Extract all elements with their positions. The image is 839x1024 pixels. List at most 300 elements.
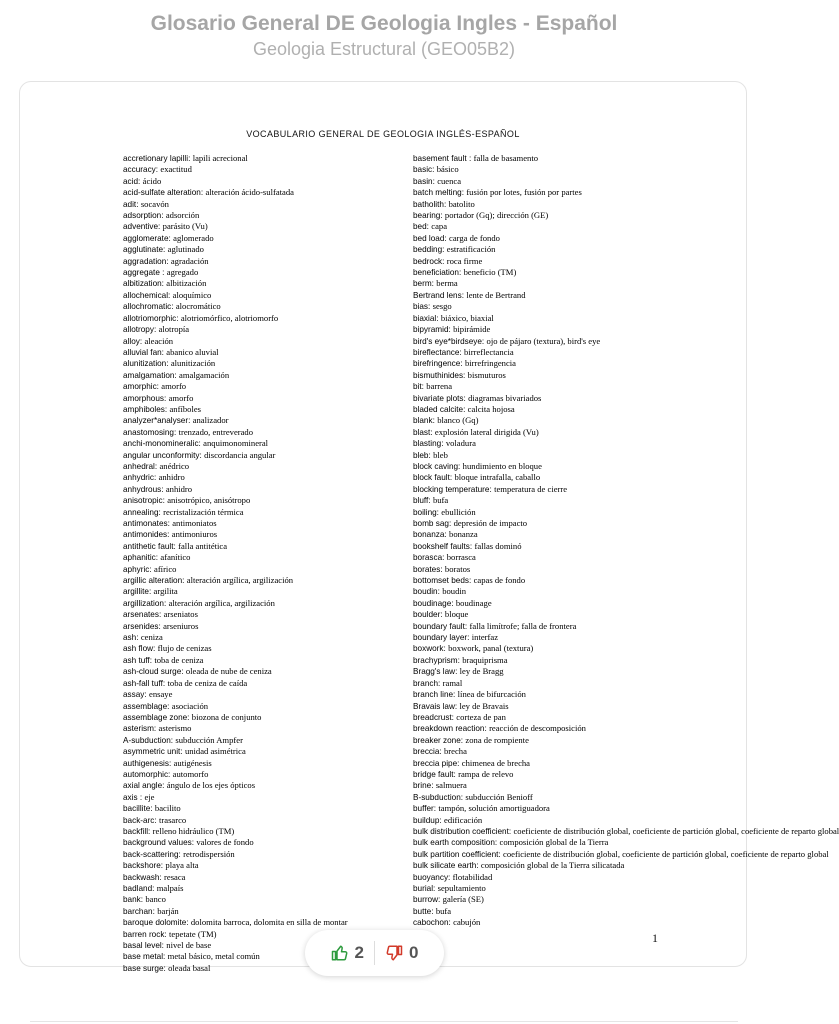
glossary-term: buoyancy: bbox=[413, 872, 451, 882]
glossary-entry bbox=[413, 358, 663, 369]
glossary-entry bbox=[413, 427, 663, 438]
glossary-entry bbox=[413, 256, 663, 267]
glossary-entry bbox=[413, 848, 829, 860]
glossary-entry bbox=[123, 290, 393, 301]
glossary-term: back-arc: bbox=[123, 815, 157, 825]
glossary-entry bbox=[413, 267, 663, 278]
glossary-term: axial angle: bbox=[123, 781, 165, 791]
glossary-translation: oleada de nube de ceniza bbox=[185, 666, 272, 677]
glossary-translation: ojo de pájaro (textura), bird's eye bbox=[486, 335, 601, 346]
glossary-term: buffer: bbox=[413, 804, 437, 814]
glossary-translation: bleb bbox=[433, 449, 448, 460]
glossary-translation: flujo de cenizas bbox=[157, 643, 212, 654]
glossary-term: bird's eye*birdseye: bbox=[413, 336, 485, 346]
glossary-term: acid-sulfate alteration: bbox=[123, 188, 204, 198]
glossary-translation: edificación bbox=[444, 814, 483, 825]
glossary-translation: coeficiente de distribución global, coeficiente de partición global, coeficiente de reparto global bbox=[513, 825, 839, 836]
glossary-translation: borrasca bbox=[446, 552, 476, 563]
glossary-entry bbox=[123, 564, 393, 575]
glossary-term: argillic alteration: bbox=[123, 576, 185, 586]
glossary-entry bbox=[123, 632, 393, 643]
glossary-entry bbox=[123, 518, 393, 529]
glossary-entry bbox=[413, 164, 663, 175]
glossary-translation: trenzado, entreverado bbox=[178, 426, 254, 437]
downvote-count: 0 bbox=[409, 943, 419, 962]
glossary-translation: alotriomórfico, alotriomorfo bbox=[180, 312, 279, 323]
glossary-translation: ángulo de los ejes ópticos bbox=[166, 780, 256, 791]
glossary-translation: lapili acrecional bbox=[192, 153, 248, 163]
glossary-term: bank: bbox=[123, 895, 144, 905]
glossary-translation: arseniatos bbox=[163, 609, 198, 620]
glossary-translation: ley de Bravais bbox=[459, 700, 509, 711]
glossary-translation: bufa bbox=[435, 905, 452, 916]
glossary-term: breakdown reaction: bbox=[413, 724, 487, 734]
glossary-translation: cuenca bbox=[437, 175, 462, 186]
glossary-entry bbox=[413, 735, 663, 746]
glossary-entry bbox=[413, 336, 663, 347]
glossary-term: adventive: bbox=[123, 222, 161, 232]
glossary-term: burrow: bbox=[413, 895, 441, 905]
glossary-term: agglomerate: bbox=[123, 233, 171, 243]
thumbs-down-button[interactable] bbox=[375, 943, 428, 963]
glossary-term: bleb: bbox=[413, 450, 431, 460]
glossary-translation: anédrico bbox=[159, 460, 190, 471]
glossary-term: asymmetric unit: bbox=[123, 747, 183, 757]
glossary-term: badland: bbox=[123, 884, 155, 893]
glossary-entry bbox=[413, 210, 663, 221]
glossary-entry bbox=[413, 758, 663, 769]
glossary-entry bbox=[123, 210, 393, 221]
glossary-term: birefringence: bbox=[413, 359, 463, 369]
glossary-translation: retrodispersión bbox=[183, 848, 235, 859]
glossary-entry bbox=[123, 826, 393, 837]
glossary-entry bbox=[123, 541, 393, 552]
glossary-translation: bufa bbox=[432, 495, 449, 506]
glossary-term: backfill: bbox=[123, 826, 151, 836]
glossary-term: basement fault : bbox=[413, 154, 472, 163]
glossary-entry bbox=[413, 370, 663, 381]
glossary-translation: subducción Benioff bbox=[465, 791, 533, 802]
glossary-term: angular unconformity: bbox=[123, 450, 202, 460]
glossary-translation: chimenea de brecha bbox=[461, 757, 530, 768]
glossary-translation: resaca bbox=[164, 871, 186, 882]
glossary-term: boundary fault: bbox=[413, 621, 468, 631]
glossary-entry bbox=[413, 484, 663, 495]
glossary-entry bbox=[413, 347, 663, 358]
glossary-entry bbox=[413, 187, 663, 198]
glossary-entry bbox=[123, 792, 393, 803]
glossary-term: bonanza: bbox=[413, 530, 447, 540]
glossary-translation: alteración argílica, argilización bbox=[186, 575, 294, 586]
glossary-entry bbox=[413, 712, 663, 723]
glossary-translation: birreflectancia bbox=[464, 346, 514, 357]
glossary-translation: dolomita barroca, dolomita en silla de montar bbox=[190, 917, 348, 928]
glossary-translation: anhidro bbox=[165, 483, 193, 494]
glossary-term: bulk partition coefficient: bbox=[413, 849, 501, 859]
glossary-translation: ácido bbox=[142, 175, 162, 186]
glossary-entry bbox=[413, 894, 663, 905]
glossary-entry bbox=[123, 586, 393, 597]
glossary-translation: barján bbox=[157, 905, 179, 916]
glossary-term: Bragg's law: bbox=[413, 667, 458, 677]
glossary-entry bbox=[123, 803, 393, 814]
glossary-term: block caving: bbox=[413, 461, 461, 471]
glossary-term: assay: bbox=[123, 690, 147, 700]
glossary-translation: bipirámide bbox=[453, 324, 491, 335]
glossary-entry bbox=[413, 450, 663, 461]
glossary-term: assemblage zone: bbox=[123, 712, 190, 722]
glossary-term: anhydrous: bbox=[123, 484, 164, 494]
glossary-entry bbox=[413, 769, 663, 780]
glossary-term: aggradation: bbox=[123, 256, 169, 266]
glossary-translation: alteración argílica, argilización bbox=[168, 597, 275, 608]
glossary-term: allotropy: bbox=[123, 325, 157, 335]
glossary-term: background values: bbox=[123, 838, 195, 848]
glossary-entry bbox=[413, 404, 663, 415]
glossary-translation: banco bbox=[145, 894, 166, 905]
glossary-translation: bloque intrafalla, caballo bbox=[454, 472, 541, 483]
glossary-translation: boratos bbox=[444, 563, 471, 574]
glossary-translation: rampa de relevo bbox=[458, 768, 514, 779]
glossary-term: automorphic: bbox=[123, 769, 171, 779]
glossary-term: authigenesis: bbox=[123, 758, 172, 768]
glossary-entry bbox=[123, 872, 393, 883]
glossary-entry bbox=[413, 860, 663, 871]
glossary-term: bomb sag: bbox=[413, 519, 452, 528]
glossary-translation: bloque bbox=[444, 609, 469, 620]
glossary-translation: automorfo bbox=[172, 768, 209, 779]
glossary-entry bbox=[413, 780, 663, 791]
glossary-entry bbox=[123, 484, 393, 495]
glossary-entry bbox=[123, 358, 393, 369]
glossary-entry bbox=[123, 529, 393, 540]
glossary-term: burial: bbox=[413, 884, 436, 893]
glossary-translation: metal básico, metal común bbox=[167, 951, 260, 962]
glossary-term: batch melting: bbox=[413, 188, 464, 198]
glossary-term: acid: bbox=[123, 176, 141, 186]
glossary-term: bit: bbox=[413, 382, 424, 392]
glossary-translation: arseniuros bbox=[163, 620, 199, 631]
glossary-term: bearing: bbox=[413, 211, 443, 221]
glossary-term: blasting: bbox=[413, 439, 444, 449]
glossary-translation: sesgo bbox=[432, 301, 452, 312]
glossary-translation: playa alta bbox=[165, 860, 199, 871]
glossary-entry bbox=[123, 370, 393, 381]
glossary-translation: bonanza bbox=[449, 529, 478, 540]
glossary-translation: blanco (Gq) bbox=[437, 415, 479, 426]
glossary-entry bbox=[413, 906, 663, 917]
glossary-translation: anhidro bbox=[158, 472, 185, 483]
glossary-term: boiling: bbox=[413, 507, 439, 517]
glossary-entry bbox=[413, 324, 663, 335]
glossary-term: bipyramid: bbox=[413, 325, 451, 335]
glossary-translation: estratificación bbox=[446, 244, 496, 255]
glossary-entry bbox=[413, 461, 663, 472]
glossary-translation: anfíboles bbox=[169, 403, 201, 414]
glossary-translation: aglutinado bbox=[167, 244, 204, 255]
glossary-entry bbox=[123, 324, 393, 335]
glossary-translation: aloquímico bbox=[172, 289, 212, 300]
glossary-term: amphiboles: bbox=[123, 404, 168, 414]
glossary-term: amorphous: bbox=[123, 393, 167, 403]
glossary-entry bbox=[123, 278, 393, 289]
glossary-term: anisotropic: bbox=[123, 496, 165, 506]
glossary-term: baroque dolomite: bbox=[123, 918, 189, 928]
glossary-entry bbox=[123, 267, 393, 278]
glossary-translation: birrefringencia bbox=[464, 358, 516, 369]
glossary-entry bbox=[413, 518, 663, 529]
glossary-translation: hundimiento en bloque bbox=[462, 460, 542, 471]
glossary-entry bbox=[413, 313, 663, 324]
glossary-translation: exactitud bbox=[160, 164, 192, 175]
glossary-entry bbox=[413, 632, 663, 643]
glossary-entry bbox=[123, 917, 393, 928]
glossary-term: allochromatic: bbox=[123, 302, 174, 312]
glossary-translation: asterismo bbox=[158, 723, 192, 734]
glossary-entry bbox=[123, 393, 393, 404]
glossary-translation: antimoniatos bbox=[172, 518, 217, 528]
glossary-entry bbox=[123, 221, 393, 232]
glossary-term: bladed calcite: bbox=[413, 404, 466, 414]
glossary-translation: toba de ceniza bbox=[154, 654, 204, 665]
glossary-translation: amalgamación bbox=[179, 369, 230, 380]
glossary-term: alloy: bbox=[123, 336, 143, 346]
glossary-entry bbox=[123, 552, 393, 563]
divider bbox=[30, 1021, 738, 1022]
glossary-translation: fallas dominó bbox=[474, 540, 522, 551]
glossary-term: base surge: bbox=[123, 963, 166, 973]
glossary-entry bbox=[413, 917, 663, 928]
glossary-entry bbox=[123, 507, 393, 518]
glossary-translation: básico bbox=[436, 164, 459, 175]
glossary-translation: alocromático bbox=[175, 301, 221, 312]
glossary-entry bbox=[413, 701, 663, 712]
glossary-entry bbox=[123, 860, 393, 871]
glossary-entry bbox=[413, 233, 663, 244]
glossary-translation: brecha bbox=[444, 746, 467, 757]
glossary-translation: berma bbox=[436, 278, 458, 289]
glossary-term: antimonates: bbox=[123, 519, 170, 528]
glossary-translation: diagramas bivariados bbox=[468, 392, 542, 403]
glossary-translation: alteración ácido-sulfatada bbox=[205, 187, 294, 198]
glossary-translation: braquiprisma bbox=[462, 654, 508, 665]
glossary-entry bbox=[413, 244, 663, 255]
glossary-entry bbox=[413, 689, 663, 700]
glossary-translation: reacción de descomposición bbox=[489, 723, 586, 734]
glossary-entry bbox=[123, 643, 393, 654]
glossary-term: branch line: bbox=[413, 690, 456, 700]
glossary-term: berm: bbox=[413, 279, 434, 289]
glossary-term: axis : bbox=[123, 792, 143, 802]
glossary-term: aggregate : bbox=[123, 268, 165, 278]
glossary-term: bedding: bbox=[413, 245, 445, 255]
glossary-translation: depresión de impacto bbox=[453, 518, 528, 528]
glossary-term: B-subduction: bbox=[413, 792, 464, 802]
glossary-translation: biáxico, biaxial bbox=[440, 312, 494, 323]
glossary-entry bbox=[413, 666, 663, 677]
glossary-translation: capas de fondo bbox=[473, 575, 526, 586]
glossary-translation: beneficio (TM) bbox=[463, 267, 517, 278]
glossary-entry bbox=[123, 666, 393, 677]
glossary-translation: biozona de conjunto bbox=[191, 711, 262, 722]
glossary-translation: afanítico bbox=[160, 552, 191, 563]
glossary-entry bbox=[413, 541, 663, 552]
glossary-translation: agregado bbox=[166, 267, 199, 278]
glossary-term: boulder: bbox=[413, 610, 443, 620]
glossary-term: back-scattering: bbox=[123, 849, 181, 859]
glossary-term: block fault: bbox=[413, 473, 453, 483]
glossary-entry bbox=[123, 849, 393, 860]
glossary-translation: galería (SE) bbox=[442, 894, 484, 905]
glossary-translation: tepetate (TM) bbox=[169, 928, 217, 939]
glossary-entry bbox=[123, 780, 393, 791]
glossary-term: bridge fault: bbox=[413, 769, 456, 779]
glossary-term: breccia pipe: bbox=[413, 758, 460, 768]
glossary-term: anchi-monomineralic: bbox=[123, 439, 201, 449]
page-number: 1 bbox=[652, 931, 658, 945]
glossary-term: borates: bbox=[413, 564, 443, 574]
glossary-translation: toba de ceniza de caída bbox=[167, 677, 248, 688]
glossary-translation: eje bbox=[144, 791, 155, 802]
glossary-entry bbox=[413, 278, 663, 289]
glossary-entry bbox=[123, 244, 393, 255]
glossary-term: Bertrand lens: bbox=[413, 290, 464, 300]
glossary-term: backshore: bbox=[123, 861, 164, 871]
glossary-translation: albitización bbox=[166, 278, 207, 289]
glossary-entry bbox=[413, 221, 663, 232]
glossary-term: argillization: bbox=[123, 598, 167, 608]
document-subtitle: Geologia Estructural (GEO05B2) bbox=[252, 39, 516, 59]
glossary-term: ash-fall tuff: bbox=[123, 678, 166, 688]
glossary-entry bbox=[123, 164, 393, 175]
glossary-term: cabochon: bbox=[413, 918, 451, 928]
glossary-translation: asociación bbox=[171, 700, 209, 711]
glossary-entry bbox=[413, 381, 663, 392]
glossary-term: base metal: bbox=[123, 952, 166, 962]
glossary-translation: discordancia angular bbox=[204, 449, 276, 460]
glossary-translation: argilita bbox=[153, 586, 178, 597]
glossary-term: bireflectance: bbox=[413, 347, 462, 357]
glossary-entry bbox=[123, 153, 393, 164]
glossary-entry bbox=[123, 609, 393, 620]
glossary-translation: lente de Bertrand bbox=[466, 289, 526, 300]
glossary-translation: coeficiente de distribución global, coeficiente de partición global, coeficiente de reparto global bbox=[503, 848, 829, 859]
glossary-entry bbox=[413, 415, 663, 426]
glossary-translation: analizador bbox=[192, 415, 229, 426]
glossary-term: barchan: bbox=[123, 906, 155, 916]
glossary-term: accuracy: bbox=[123, 165, 159, 175]
glossary-entry bbox=[413, 609, 663, 620]
glossary-term: boxwork: bbox=[413, 644, 446, 654]
glossary-entry bbox=[123, 621, 393, 632]
glossary-term: agglutinate: bbox=[123, 245, 166, 255]
glossary-translation: calcita hojosa bbox=[467, 403, 515, 414]
glossary-translation: corteza de pan bbox=[456, 711, 506, 722]
glossary-entry bbox=[413, 176, 663, 187]
glossary-entry bbox=[413, 621, 663, 632]
glossary-term: amorphic: bbox=[123, 382, 159, 392]
glossary-entry bbox=[413, 290, 663, 301]
glossary-translation: temperatura de cierre bbox=[494, 483, 568, 494]
glossary-term: bookshelf faults: bbox=[413, 541, 473, 551]
glossary-entry bbox=[413, 199, 663, 210]
glossary-term: bismuthinides: bbox=[413, 370, 466, 380]
glossary-term: ash tuff: bbox=[123, 655, 152, 665]
glossary-term: alunitization: bbox=[123, 359, 169, 369]
glossary-entry bbox=[413, 586, 663, 597]
glossary-translation: antimoniuros bbox=[171, 529, 218, 540]
glossary-translation: trasarco bbox=[159, 814, 187, 825]
glossary-entry bbox=[413, 438, 663, 449]
glossary-translation: oleada basal bbox=[168, 962, 211, 973]
glossary-term: blank: bbox=[413, 416, 435, 426]
glossary-translation: parásito (Vu) bbox=[162, 221, 208, 232]
glossary-translation: autigénesis bbox=[173, 757, 212, 768]
glossary-entry bbox=[413, 564, 663, 575]
glossary-term: brine: bbox=[413, 781, 434, 791]
left-glossary-column bbox=[123, 153, 393, 974]
glossary-translation: roca firme bbox=[446, 255, 483, 266]
glossary-term: backwash: bbox=[123, 872, 162, 882]
upvote-count: 2 bbox=[354, 943, 364, 962]
glossary-term: alluvial fan: bbox=[123, 347, 164, 357]
glossary-term: albitization: bbox=[123, 279, 164, 289]
glossary-translation: falla antitética bbox=[178, 540, 228, 551]
glossary-entry bbox=[123, 712, 393, 723]
thumbs-down-icon bbox=[385, 944, 403, 962]
right-glossary-column bbox=[413, 153, 839, 929]
glossary-translation: ebullición bbox=[441, 506, 476, 517]
glossary-term: basal level: bbox=[123, 941, 164, 951]
thumbs-up-button[interactable] bbox=[321, 943, 374, 963]
glossary-entry bbox=[123, 815, 393, 826]
thumbs-up-icon bbox=[331, 944, 349, 962]
glossary-translation: recristalización térmica bbox=[163, 506, 244, 517]
glossary-entry bbox=[413, 655, 663, 666]
glossary-term: basin: bbox=[413, 176, 435, 186]
glossary-entry bbox=[413, 746, 663, 757]
glossary-entry bbox=[123, 678, 393, 689]
glossary-term: buildup: bbox=[413, 815, 442, 825]
glossary-term: breccia: bbox=[413, 747, 442, 757]
glossary-entry bbox=[123, 313, 393, 324]
glossary-entry bbox=[123, 381, 393, 392]
glossary-entry bbox=[123, 906, 393, 917]
glossary-entry bbox=[123, 256, 393, 267]
glossary-entry bbox=[413, 643, 663, 654]
glossary-translation: portador (Gq); dirección (GE) bbox=[444, 210, 549, 221]
glossary-term: allotriomorphic: bbox=[123, 313, 179, 323]
glossary-term: adsorption: bbox=[123, 211, 164, 221]
glossary-entry bbox=[413, 815, 663, 826]
glossary-entry bbox=[123, 575, 393, 586]
glossary-entry bbox=[123, 404, 393, 415]
glossary-term: borasca: bbox=[413, 553, 445, 563]
glossary-entry bbox=[123, 837, 393, 848]
glossary-entry bbox=[123, 689, 393, 700]
glossary-entry bbox=[413, 552, 663, 563]
glossary-term: ash flow: bbox=[123, 644, 156, 654]
glossary-entry bbox=[413, 678, 663, 689]
glossary-term: antimonides: bbox=[123, 530, 170, 540]
glossary-translation: boudin bbox=[442, 586, 467, 597]
glossary-translation: composición global de la Tierra silicatada bbox=[480, 860, 625, 871]
document-page bbox=[19, 81, 839, 973]
glossary-translation: fusión por lotes, fusión por partes bbox=[466, 187, 582, 198]
glossary-translation: ensaye bbox=[149, 689, 173, 700]
glossary-entry bbox=[123, 461, 393, 472]
glossary-term: bed: bbox=[413, 222, 429, 232]
